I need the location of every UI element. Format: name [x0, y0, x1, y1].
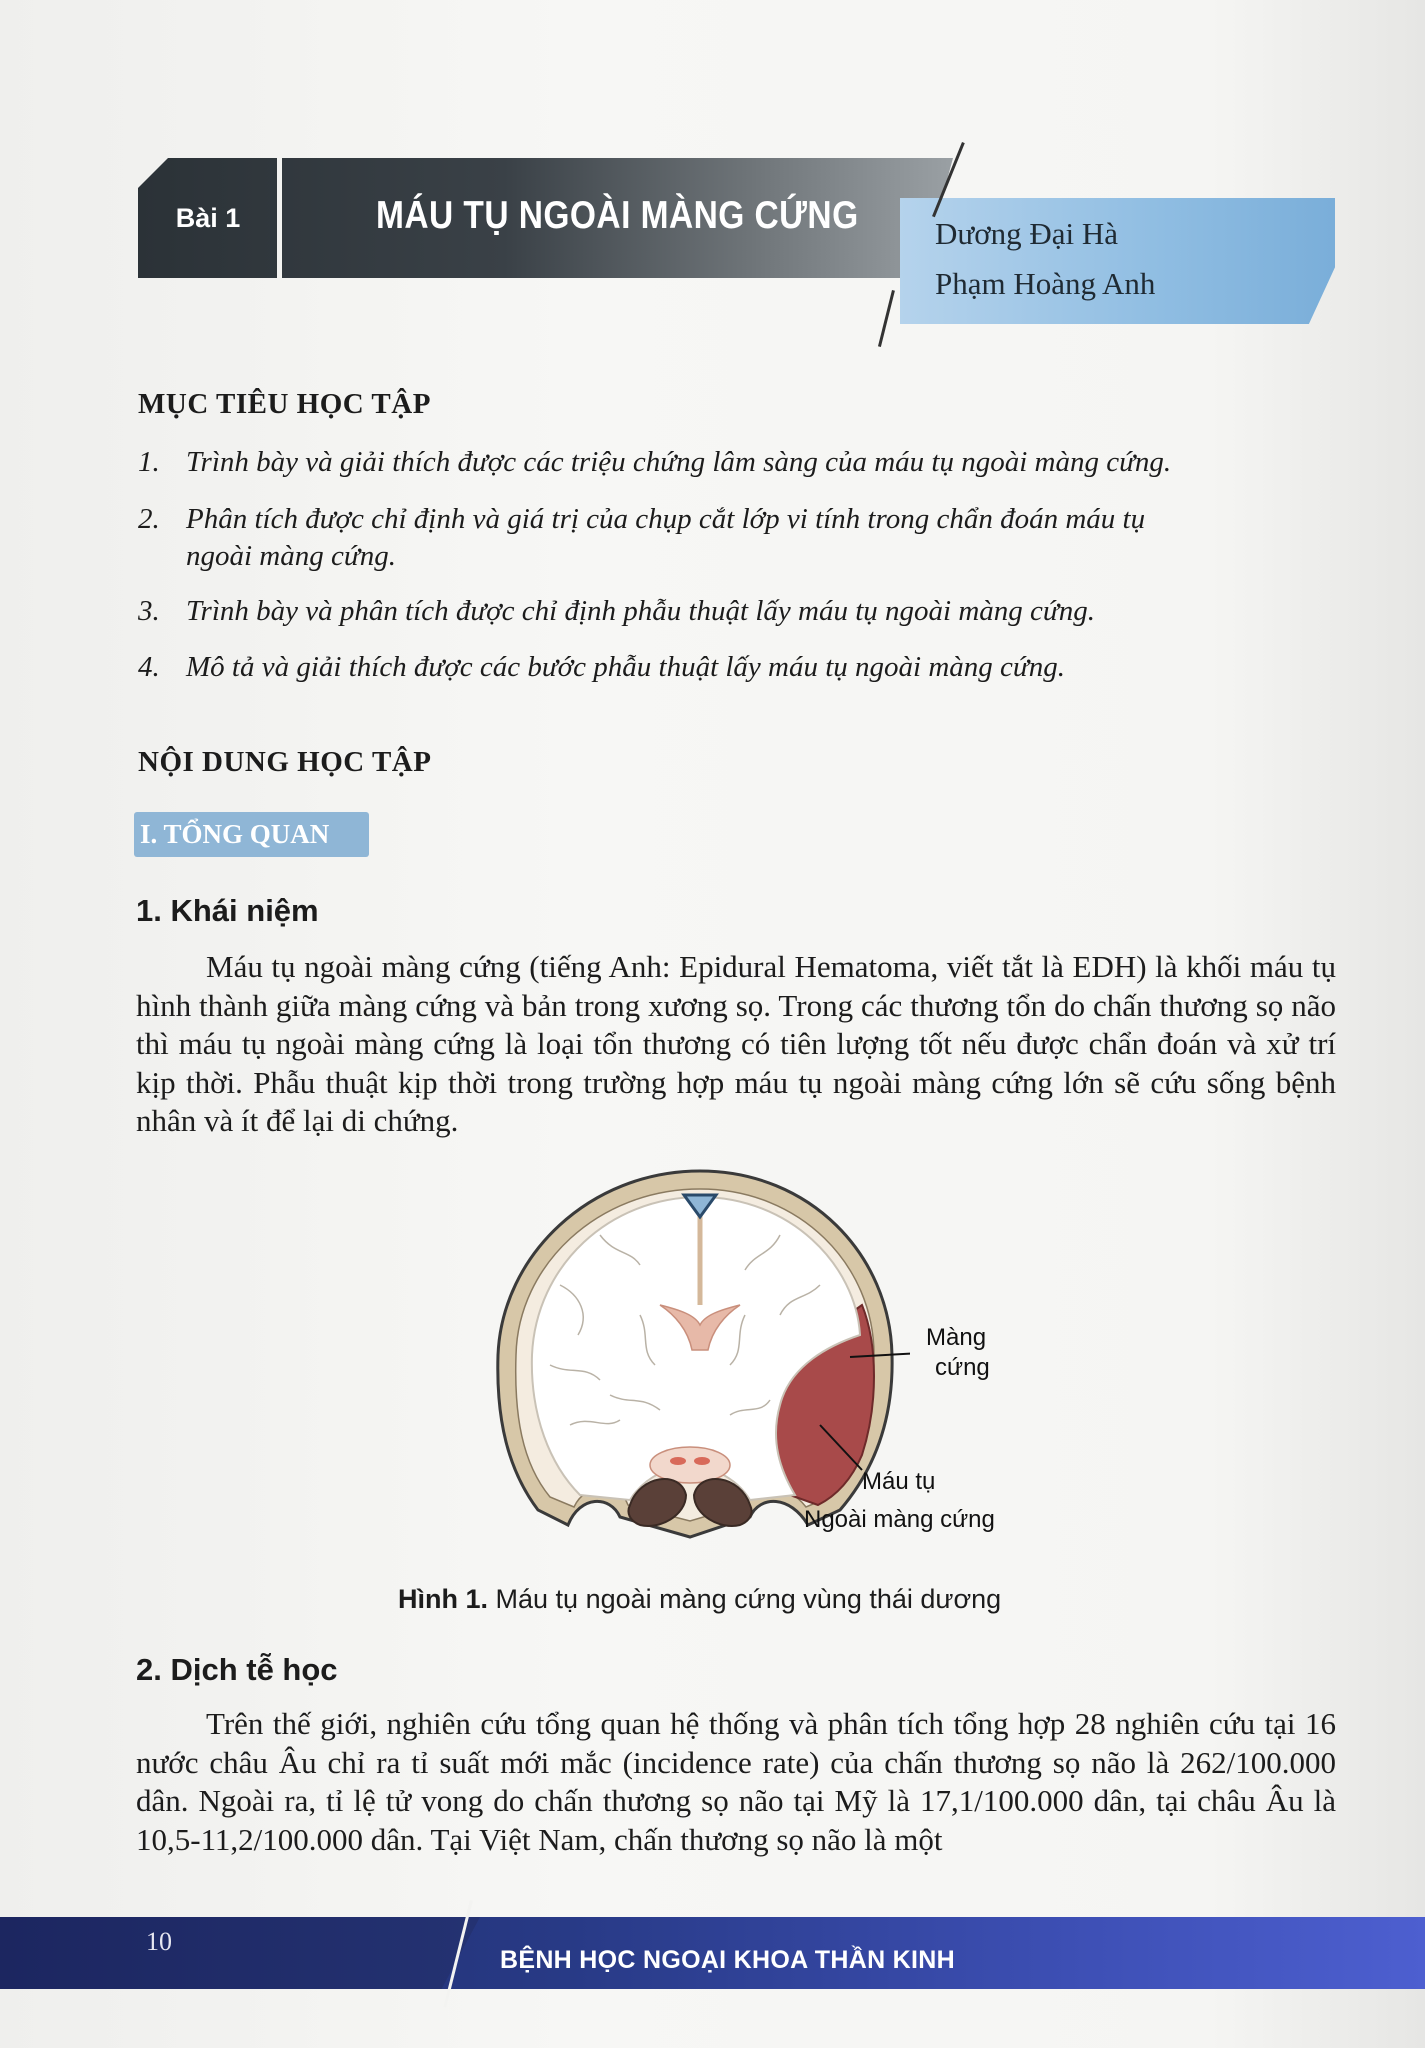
content-heading: NỘI DUNG HỌC TẬP — [138, 746, 432, 778]
concept-paragraph: Máu tụ ngoài màng cứng (tiếng Anh: Epidural Hematoma, viết tắt là EDH) là khối máu tụ hình thành giữa màng cứng và bản trong xương sọ. Trong các thương tổn do chấn thương sọ não thì máu tụ ngoài màng cứng là loại tổn thương có tiên lượng tốt nếu được chẩn đoán và xử trí kịp thời. Phẫu thuật kịp thời trong trường hợp máu tụ ngoài màng cứng lớn sẽ cứu sống bệnh nhân và ít để lại di chứng. — [136, 949, 1336, 1138]
page-number: 10 — [146, 1927, 172, 1956]
objective-text: Trình bày và giải thích được các triệu chứng lâm sàng của máu tụ ngoài màng cứng. — [186, 446, 1172, 478]
section-badge: I. TỔNG QUAN — [134, 812, 369, 857]
header-slash-bottom — [878, 290, 895, 347]
epidural-hematoma-illustration — [490, 1165, 910, 1545]
objective-text: Trình bày và phân tích được chỉ định phẫu thuật lấy máu tụ ngoài màng cứng. — [186, 595, 1095, 627]
footer-left-block — [0, 1917, 480, 1989]
objective-text: Mô tả và giải thích được các bước phẫu thuật lấy máu tụ ngoài màng cứng. — [186, 651, 1065, 683]
subheading-epidemiology: 2. Dịch tễ học — [136, 1652, 338, 1687]
book-title: BỆNH HỌC NGOẠI KHOA THẦN KINH — [500, 1946, 955, 1974]
label-hematoma-line2: Ngoài màng cứng — [804, 1506, 995, 1533]
objective-item — [138, 503, 1145, 536]
objective-number: 2. — [138, 503, 160, 535]
figure-caption-text: Máu tụ ngoài màng cứng vùng thái dương — [495, 1584, 1002, 1614]
epidemiology-paragraph: Trên thế giới, nghiên cứu tổng quan hệ thống và phân tích tổng hợp 28 nghiên cứu tại 16 nước châu Âu chỉ ra tỉ suất mới mắc (incidence rate) của chấn thương sọ não là 262/100.000 dân. Ngoài ra, tỉ lệ tử vong do chấn thương sọ não tại Mỹ là 17,1/100.000 dân, tại châu Âu là 10,5-11,2/100.000 dân. Tại Việt Nam, chấn thương sọ não là một — [136, 1706, 1336, 1857]
objective-number: 1. — [138, 446, 160, 478]
objective-text-continued: ngoài màng cứng. — [186, 540, 396, 572]
objective-number: 4. — [138, 651, 160, 683]
objective-item — [138, 446, 1171, 479]
objective-text: Phân tích được chỉ định và giá trị của chụp cắt lớp vi tính trong chẩn đoán máu tụ — [186, 503, 1146, 535]
lesson-number: Bài 1 — [175, 202, 241, 233]
figure-caption-prefix: Hình 1. — [398, 1584, 489, 1614]
brainstem — [650, 1447, 730, 1483]
objective-number: 3. — [138, 595, 160, 627]
author-1: Dương Đại Hà — [935, 216, 1118, 251]
author-2: Phạm Hoàng Anh — [935, 266, 1156, 301]
objectives-heading: MỤC TIÊU HỌC TẬP — [138, 388, 431, 420]
label-dura-line1: Màng — [926, 1324, 987, 1351]
subheading-concept: 1. Khái niệm — [136, 893, 319, 928]
label-dura-line2: cứng — [935, 1354, 990, 1381]
header-divider — [277, 158, 282, 278]
figure-caption — [398, 1584, 1001, 1615]
objective-item — [138, 651, 1065, 684]
lesson-title: MÁU TỤ NGOÀI MÀNG CỨNG — [376, 194, 859, 237]
label-hematoma-line1: Máu tụ — [862, 1468, 936, 1495]
objective-item — [138, 595, 1095, 628]
